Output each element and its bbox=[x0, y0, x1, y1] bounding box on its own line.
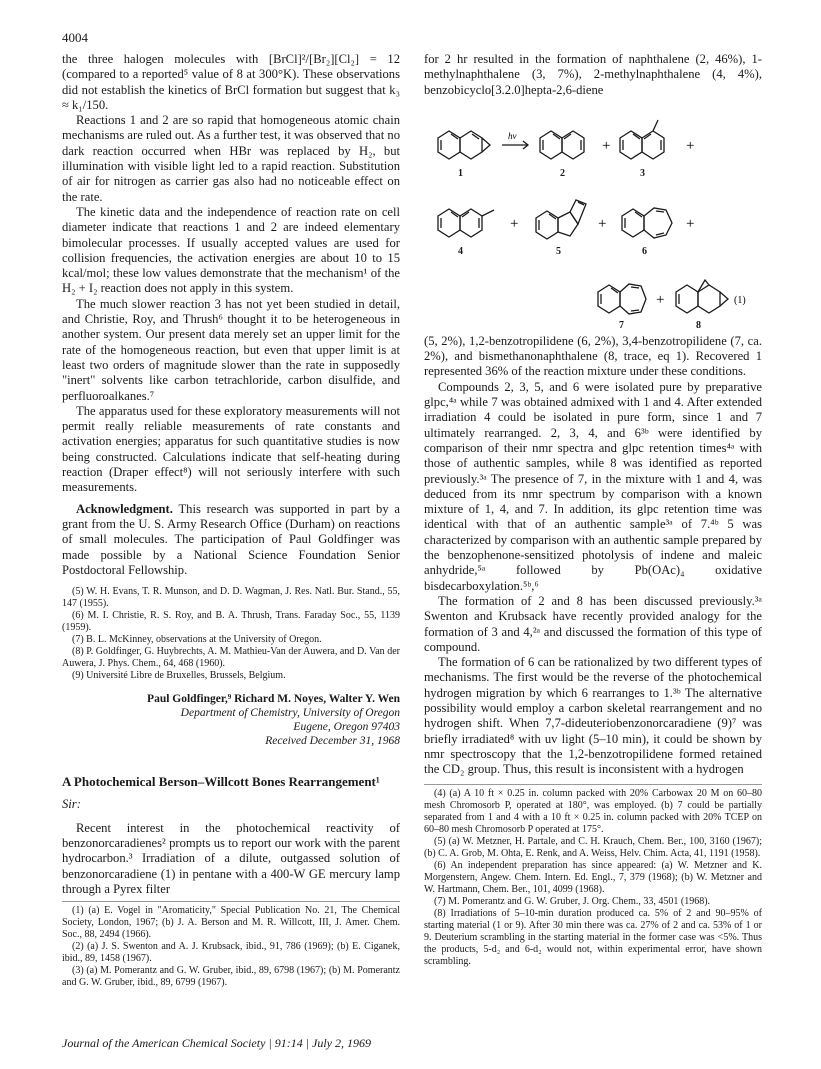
compound-label: 1 bbox=[458, 167, 463, 179]
paragraph: (5, 2%), 1,2-benzotropilidene (6, 2%), 3,4-benzotropilidene (7, ca. 2%), and bismethanonaphthalene (8, trace, eq 1). Recovered 1 represented 36% of the reaction mixture under these conditions. bbox=[424, 333, 762, 379]
footnote: (3) (a) M. Pomerantz and G. W. Gruber, ibid., 89, 6798 (1967); (b) M. Pomerantz and G. W. Gruber, ibid., 89, 6799 (1967). bbox=[62, 965, 400, 989]
compound-label: 7 bbox=[619, 319, 624, 330]
plus-sign: + bbox=[656, 291, 665, 308]
structure-1-icon bbox=[438, 131, 490, 159]
reference-list bbox=[62, 586, 400, 682]
plus-sign: + bbox=[602, 137, 611, 154]
structure-6-icon bbox=[622, 208, 672, 238]
footnote: (4) (a) A 10 ft × 0.25 in. column packed with 20% Carbowax 20 M on 60–80 mesh Chromosorb P, operated at 180°, was employed. (b) 7 could be partially separated from 1 and 4 with a 10 ft × 0.25 in. column packed with 20% TCEP on 60–80 mesh Chromosorb P operated at 175°. bbox=[424, 787, 762, 835]
paragraph: Compounds 2, 3, 5, and 6 were isolated pure by preparative glpc,⁴ᵃ while 7 was obtained admixed with 1 and 4. After extended irradiation 4 could be isolated in pure form, since 1 and 7 ultimately rearranged. 2, 3, 4, and 6³ᵇ were identified by comparison of their nmr spectra and glpc retention times⁴ᵃ with those of authentic samples, while 8 was identified as reported previously.³ᵃ The presence of 7, in the mixture with 1 and 4, was deduced from its nmr spectrum by comparison with a known mixture of 1, 4, and 7. In addition, its glpc retention time was identical with that of an authentic sample³ᵃ of 7.⁴ᵇ 5 was characterized by comparison with an authentic sample prepared by the benzophenone-sensitized photolysis of indene and maleic anhydride,⁵ᵃ followed by Pb(OAc)₄ oxidative bisdecarboxylation.⁵ᵇ,⁶ bbox=[424, 379, 762, 593]
reaction-scheme-drawing bbox=[424, 104, 762, 330]
paragraph: The apparatus used for these exploratory measurements will not permit really reliable measurements of rate constants and activation energies; apparatus for such quantitative studies is now being constructed. Calculations indicate that self-heating during reaction (Draper effect⁸) will not seriously interfere with such measurements. bbox=[62, 403, 400, 495]
plus-sign: + bbox=[510, 215, 519, 232]
structure-7-icon bbox=[598, 284, 646, 314]
footnote: (2) (a) J. S. Swenton and A. J. Krubsack, ibid., 91, 786 (1969); (b) E. Ciganek, ibid., 89, 1458 (1967). bbox=[62, 941, 400, 965]
paragraph: Recent interest in the photochemical reactivity of benzonorcaradienes² prompts us to report our work with the parent hydrocarbon.³ Irradiation of a dilute, outgassed solution of benzonorcaradiene (1) in pentane with a 400-W GE mercury lamp through a Pyrex filter bbox=[62, 820, 400, 896]
compound-label: 8 bbox=[696, 319, 701, 330]
received-date: Received December 31, 1968 bbox=[265, 735, 400, 748]
paragraph: The much slower reaction 3 has not yet been studied in detail, and Christie, Roy, and Thrush⁶ thought it to be heterogeneous in another system. Our present data merely set an upper limit for the rate of the homogeneous reaction, but even that upper limit is at least two orders of magnitude slower than the rate in supposedly "inert" solvents like carbon tetrachloride, carbon disulfide, and perfluoroalkanes.⁷ bbox=[62, 296, 400, 403]
plus-sign: + bbox=[686, 215, 695, 232]
affiliation-city: Eugene, Oregon 97403 bbox=[293, 721, 400, 734]
compound-label: 6 bbox=[642, 245, 647, 257]
paragraph: The formation of 2 and 8 has been discussed previously.³ᵃ Swenton and Krubsack have recently provided analogy for the formation of 3 and 4,²ᵃ and discussed the formation of this type of compound. bbox=[424, 593, 762, 654]
author-names: Paul Goldfinger,⁹ Richard M. Noyes, Walter Y. Wen bbox=[147, 693, 400, 706]
compound-label: 5 bbox=[556, 245, 561, 257]
reference: (8) P. Goldfinger, G. Huybrechts, A. M. Mathieu-Van der Auwera, and D. Van der Auwera, J. Phys. Chem., 64, 468 (1960). bbox=[62, 646, 400, 670]
footnote: (7) M. Pomerantz and G. W. Gruber, J. Org. Chem., 33, 4501 (1968). bbox=[434, 895, 711, 907]
footnote-list bbox=[62, 901, 400, 989]
reference: (6) M. I. Christie, R. S. Roy, and B. A. Thrush, Trans. Faraday Soc., 55, 1139 (1959). bbox=[62, 610, 400, 634]
reference: (5) W. H. Evans, T. R. Munson, and D. D. Wagman, J. Res. Natl. Bur. Stand., 55, 147 (1955). bbox=[62, 586, 400, 610]
arrow-label: hν bbox=[508, 130, 517, 141]
footnote: (8) Irradiations of 5–10-min duration produced ca. 5% of 2 and 90–95% of starting material (1 or 9). After 30 min there was ca. 27% of 2 and ca. 53% of 1 or 9. Deuterium scrambling in the starting material in the former case was <5%. Thus the products, 5-d₂ and 6-d₂ would not, within experimental error, have shown scrambling. bbox=[424, 907, 762, 967]
compound-label: 2 bbox=[560, 167, 565, 179]
structure-2-icon bbox=[540, 131, 584, 159]
paragraph: The formation of 6 can be rationalized by two different types of mechanisms. The first would be the reverse of the photochemical hydrogen migration by which 6 rearranges to 1.³ᵇ The alternative possibility would employ a carbon skeletal rearrangement and no hydrogen shift. When 7,7-dideuteriobenzonorcaradiene (9)⁷ was briefly irradiated⁸ with uv light (5–10 min), it could be shown by nmr spectroscopy that the 1,2-benzotropilidene formed retained the CD₂ group. Thus, this result is inconsistent with a hydrogen bbox=[424, 655, 762, 777]
structure-3-icon bbox=[620, 120, 664, 159]
paragraph: for 2 hr resulted in the formation of naphthalene (2, 46%), 1-methylnaphthalene (3, 7%), 2-methylnaphthalene (4, 4%), benzobicyclo[3.2.0]hepta-2,6-diene bbox=[424, 52, 762, 97]
reaction-scheme bbox=[424, 104, 762, 330]
journal-footer: Journal of the American Chemical Society | 91:14 | July 2, 1969 bbox=[62, 1036, 371, 1050]
right-column bbox=[424, 52, 762, 968]
structure-8-icon bbox=[676, 280, 728, 313]
acknowledgment-heading: Acknowledgment. bbox=[76, 501, 173, 516]
salutation: Sir: bbox=[62, 797, 81, 812]
compound-label: 4 bbox=[458, 245, 463, 257]
reference: (7) B. L. McKinney, observations at the University of Oregon. bbox=[72, 634, 322, 646]
structure-4-icon bbox=[438, 209, 494, 237]
page-number: 4004 bbox=[62, 30, 88, 45]
footnote: (6) An independent preparation has since appeared: (a) W. Metzner and K. Morgenstern, Angew. Chem. Intern. Ed. Engl., 7, 379 (1968); (b) W. Metzner and W. Hartmann, Chem. Ber., 101, 4099 (1968). bbox=[424, 859, 762, 895]
acknowledgment-text: This research was supported in part by a grant from the U. S. Army Research Office (Durham) on reactions of small molecules. The participation of Paul Goldfinger was made possible by a National Science Foundation Senior Postdoctoral Fellowship. bbox=[62, 501, 400, 577]
footnote-list bbox=[424, 784, 762, 968]
footnote: (1) (a) E. Vogel in "Aromaticity," Special Publication No. 21, The Chemical Society, London, 1967; (b) J. A. Berson and M. R. Willcott, III, J. Amer. Chem. Soc., 88, 2494 (1966). bbox=[62, 905, 400, 941]
paragraph: Reactions 1 and 2 are so rapid that homogeneous atomic chain mechanisms are ruled out. As a further test, it was observed that no dark reaction occurred when HBr was replaced by H₂, but illumination with visible light led to a rapid reaction. Substitution of air for nitrogen as carrier gas also had no noticeable effect on the rate. bbox=[62, 113, 400, 204]
footnote: (5) (a) W. Metzner, H. Partale, and C. H. Krauch, Chem. Ber., 100, 3160 (1967); (b) C. A. Grob, M. Ohta, E. Renk, and A. Weiss, Helv. Chim. Acta, 41, 1191 (1958). bbox=[424, 835, 762, 859]
equation-label: (1) bbox=[734, 294, 746, 306]
acknowledgment bbox=[62, 502, 400, 578]
affiliation: Department of Chemistry, University of Oregon bbox=[180, 707, 400, 720]
left-column bbox=[62, 52, 400, 989]
structure-5-icon bbox=[536, 200, 586, 239]
author-block bbox=[62, 692, 400, 748]
reference: (9) Université Libre de Bruxelles, Brussels, Belgium. bbox=[72, 670, 286, 682]
article-title: A Photochemical Berson–Willcott Bones Rearrangement¹ bbox=[62, 774, 380, 790]
paragraph: The kinetic data and the independence of reaction rate on cell diameter indicate that reactions 1 and 2 are indeed elementary bimolecular processes. If usually accepted values are used for collision frequencies, the activation energies are about 10 to 15 kcal/mol; these low values demonstrate that the mechanism¹ of the H₂ + I₂ reaction does not apply in this system. bbox=[62, 204, 400, 296]
plus-sign: + bbox=[598, 215, 607, 232]
plus-sign: + bbox=[686, 137, 695, 154]
paragraph: the three halogen molecules with [BrCl]²/[Br₂][Cl₂] = 12 (compared to a reported⁵ value of 8 at 300°K). These observations did not establish the kinetics of BrCl formation but suggest that k₃ ≈ k₁/150. bbox=[62, 52, 400, 112]
compound-label: 3 bbox=[640, 167, 645, 179]
